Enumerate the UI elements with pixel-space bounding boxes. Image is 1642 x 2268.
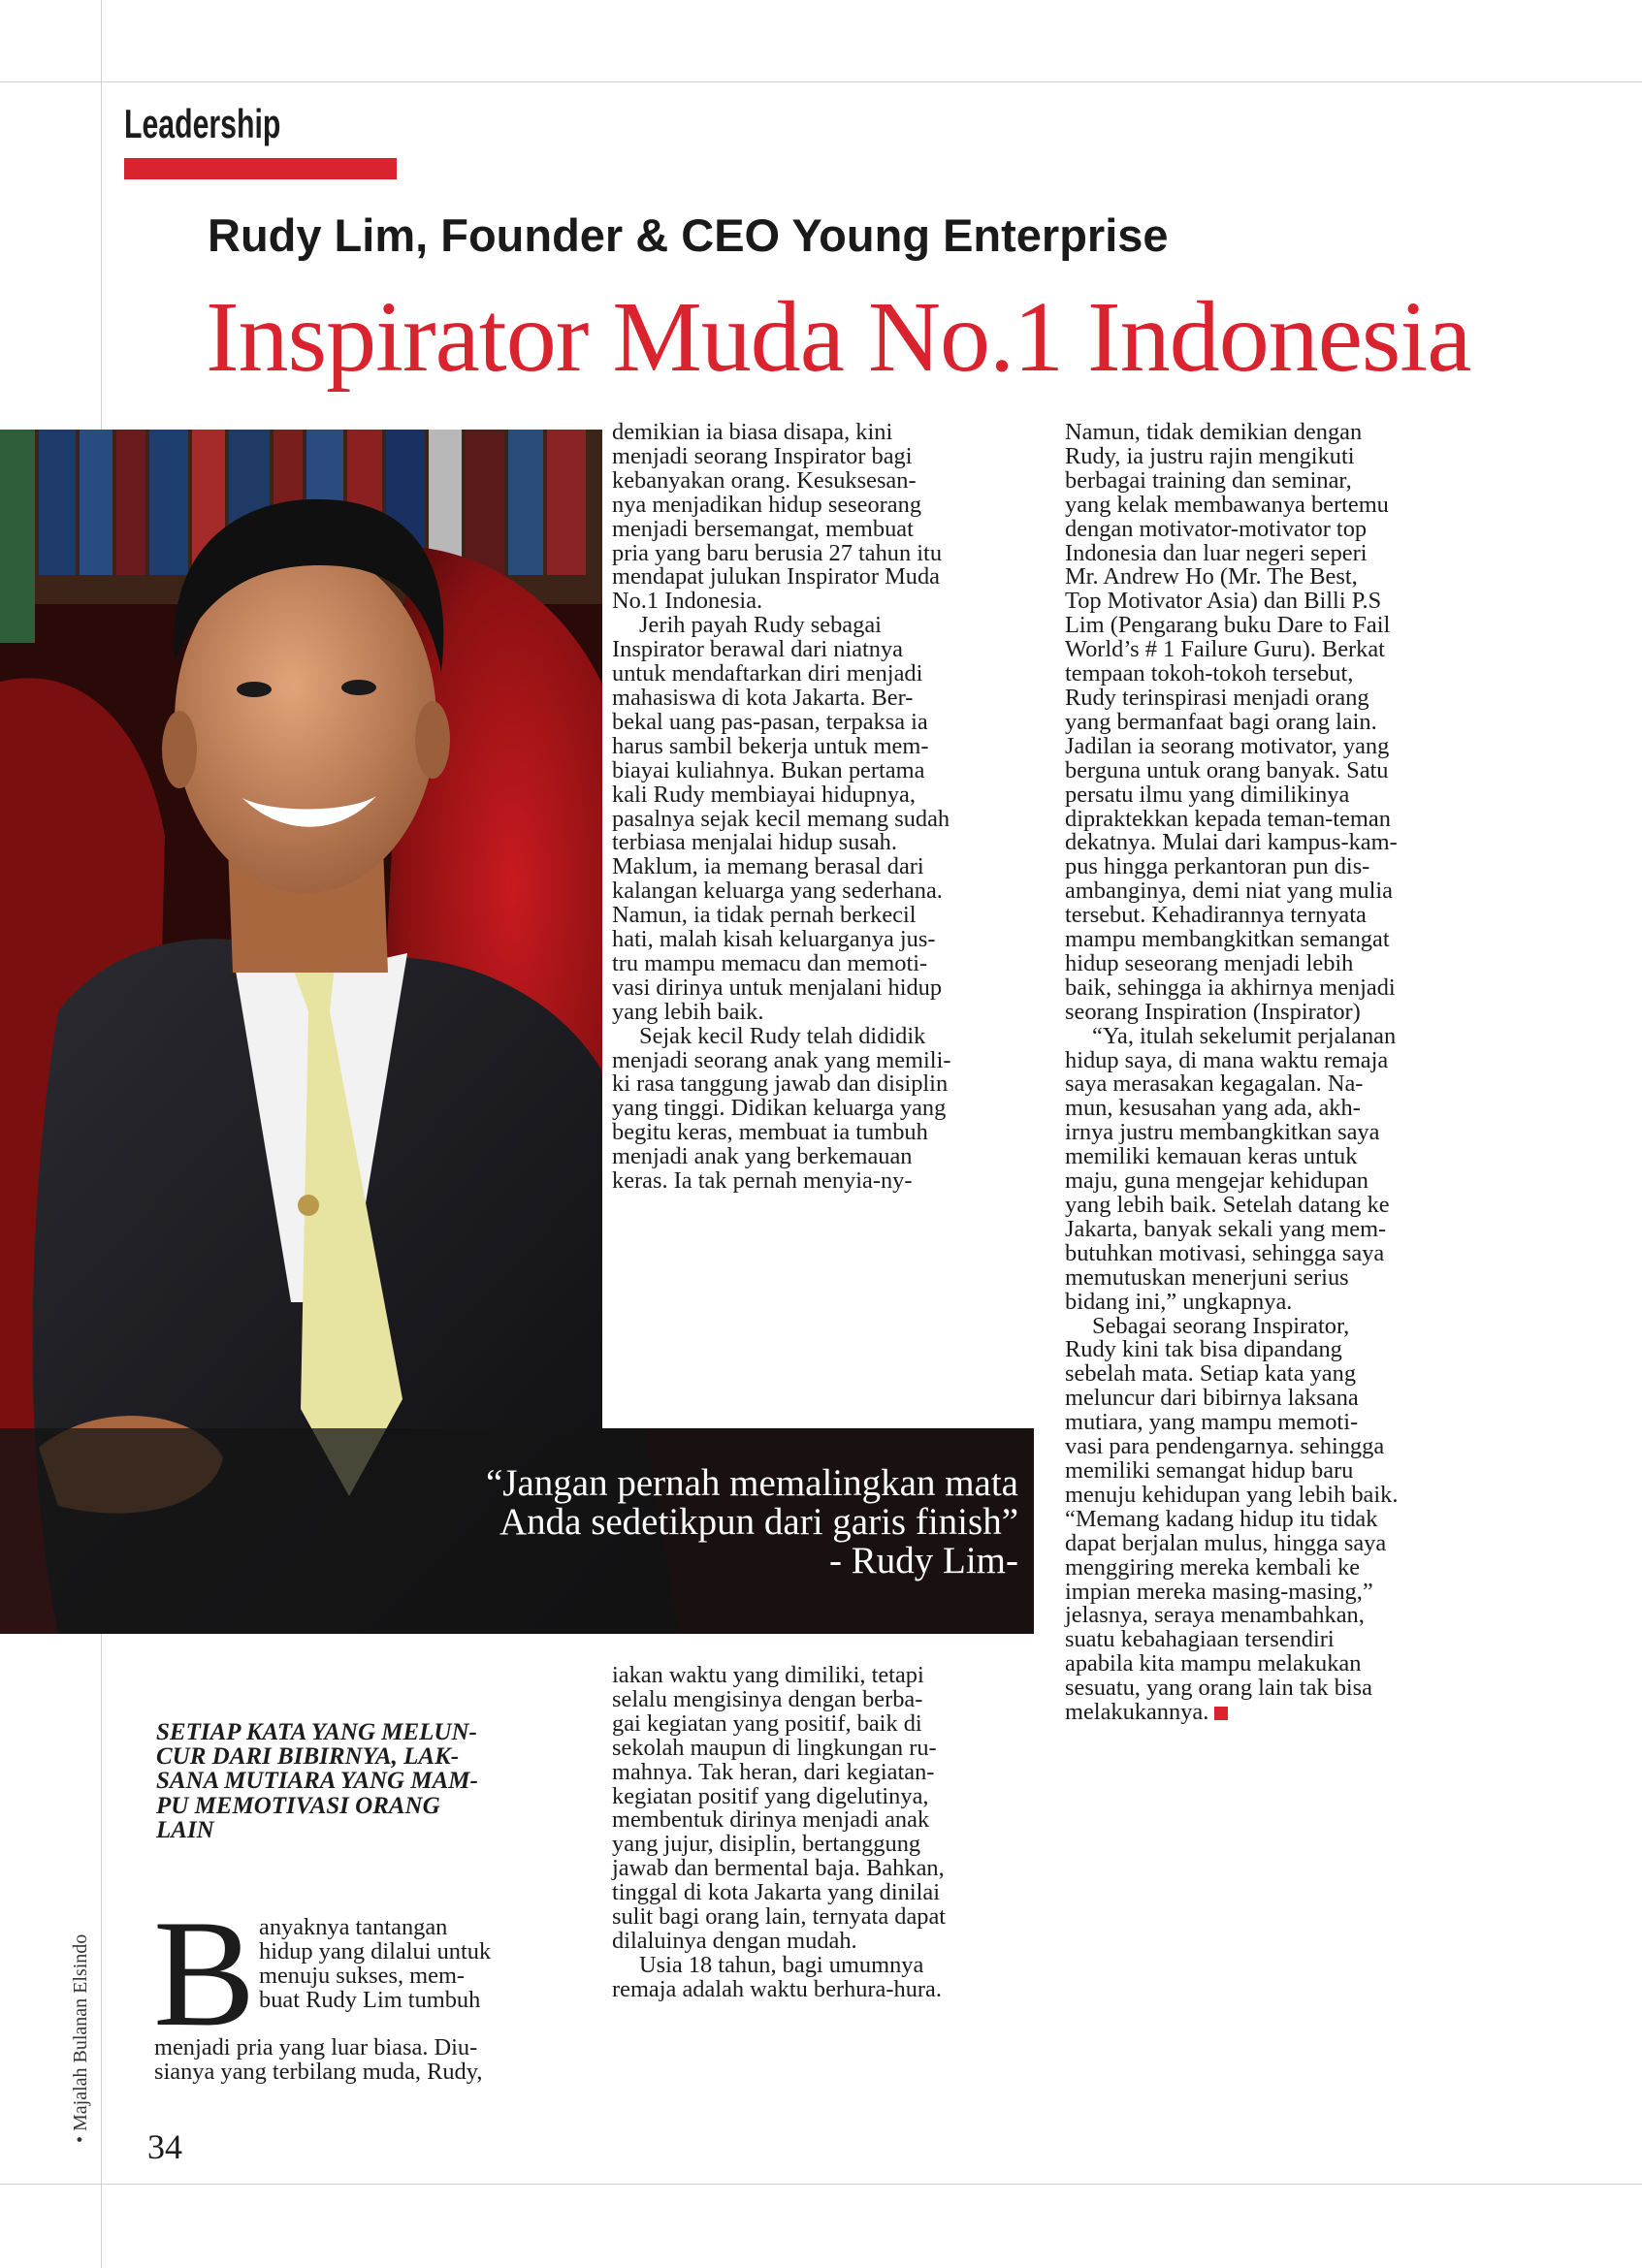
text-line: Mr. Andrew Ho (Mr. The Best,	[1065, 563, 1358, 591]
column-2-bottom	[612, 1664, 946, 2002]
text-line: Usia 18 tahun, bagi umumnya	[639, 1951, 924, 1978]
end-of-article-mark	[1214, 1707, 1228, 1720]
text-line: apabila kita mampu melakukan	[1065, 1650, 1362, 1677]
pull-quote	[156, 1720, 573, 1842]
text-line: maju, guna mengejar kehidupan	[1065, 1167, 1368, 1195]
text-line: Rudy, ia justru rajin mengikuti	[1065, 442, 1355, 469]
text-line: sulit bagi orang lain, ternyata dapat	[612, 1903, 947, 1931]
text-line: dengan motivator-motivator top	[1065, 515, 1368, 542]
text-line: saya merasakan kegagalan. Na-	[1065, 1070, 1364, 1098]
intro-tail-lines	[154, 2036, 482, 2085]
text-line: tinggal di kota Jakarta yang dinilai	[612, 1879, 940, 1906]
text-line: mendapat julukan Inspirator Muda	[612, 563, 940, 591]
intro-dropcap-lines	[259, 1916, 491, 2013]
column-3	[1065, 421, 1398, 1725]
text-line: kali Rudy membiayai hidupnya,	[612, 781, 916, 808]
trim-line-bottom	[0, 2184, 1642, 2185]
text-line: sebelah mata. Setiap kata yang	[1065, 1360, 1357, 1388]
text-line: Sejak kecil Rudy telah dididik	[639, 1022, 926, 1049]
text-line: Sebagai seorang Inspirator,	[1092, 1312, 1350, 1339]
magazine-name-vertical: • Majalah Bulanan Elsindo	[70, 1933, 91, 2143]
text-line: World’s # 1 Failure Guru). Berkat	[1065, 636, 1385, 663]
text-line: irnya justru membangkitkan saya	[1065, 1119, 1380, 1146]
text-line: yang kelak membawanya bertemu	[1065, 491, 1389, 518]
text-line: jelasnya, seraya menambahkan,	[1065, 1602, 1365, 1629]
text-line: terbiasa menjalai hidup susah.	[612, 829, 897, 856]
text-line: impian mereka masing-masing,”	[1065, 1578, 1373, 1605]
text-line: keras. Ia tak pernah menyia-ny-	[612, 1167, 913, 1195]
text-line: berbagai training dan seminar,	[1065, 466, 1352, 494]
pull-quote-line: SANA MUTIARA YANG MAM-	[156, 1768, 478, 1795]
quote-attribution: - Rudy Lim-	[829, 1540, 1018, 1581]
text-line: No.1 Indonesia.	[612, 588, 763, 615]
text-line: Inspirator berawal dari niatnya	[612, 636, 904, 663]
text-line: pria yang baru berusia 27 tahun itu	[612, 539, 943, 566]
text-line: “Ya, itulah sekelumit perjalanan	[1092, 1022, 1397, 1049]
text-line: butuhkan motivasi, sehingga saya	[1065, 1239, 1385, 1266]
text-line: yang jujur, disiplin, bertanggung	[612, 1831, 921, 1858]
text-line: Lim (Pengarang buku Dare to Fail	[1065, 612, 1391, 639]
text-line: Maklum, ia memang berasal dari	[612, 853, 924, 880]
text-line: ki rasa tanggung jawab dan disiplin	[612, 1070, 949, 1098]
page-number: 34	[147, 2127, 182, 2166]
text-line: bekal uang pas-pasan, terpaksa ia	[612, 708, 928, 735]
section-label: Leadership	[124, 101, 281, 146]
text-line: dekatnya. Mulai dari kampus-kam-	[1065, 829, 1398, 856]
text-line: untuk mendaftarkan diri menjadi	[612, 660, 923, 687]
quote-line-2: Anda sedetikpun dari garis finish”	[499, 1501, 1018, 1543]
text-line: menjadi seorang Inspirator bagi	[612, 442, 913, 469]
text-line: jawab dan bermental baja. Bahkan,	[612, 1855, 945, 1882]
quote-line-1: “Jangan pernah memalingkan mata	[485, 1462, 1018, 1504]
text-line: kegiatan positif yang digelutinya,	[612, 1782, 929, 1809]
text-line: mahnya. Tak heran, dari kegiatan-	[612, 1758, 935, 1785]
text-line: anyaknya tantangan	[259, 1914, 448, 1940]
pull-quote-photo	[486, 1464, 1018, 1581]
text-line: yang lebih baik.	[612, 998, 764, 1025]
text-line: bidang ini,” ungkapnya.	[1065, 1288, 1293, 1315]
article-subtitle: Rudy Lim, Founder & CEO Young Enterprise	[208, 209, 1169, 261]
text-line: begitu keras, membuat ia tumbuh	[612, 1119, 928, 1146]
text-line: ambanginya, demi niat yang mulia	[1065, 878, 1393, 905]
text-line: gai kegiatan yang positif, baik di	[612, 1709, 922, 1737]
text-line: memutuskan menerjuni serius	[1065, 1263, 1349, 1291]
text-line: menjadi anak yang berkemauan	[612, 1143, 913, 1170]
text-line: pasalnya sejak kecil memang sudah	[612, 805, 950, 832]
text-line: tersebut. Kehadirannya ternyata	[1065, 902, 1367, 929]
text-line: mutiara, yang mampu memoti-	[1065, 1409, 1359, 1436]
text-line: hati, malah kisah keluarganya jus-	[612, 926, 936, 953]
text-line	[1065, 1701, 1398, 1725]
text-line: demikian ia biasa disapa, kini	[612, 419, 893, 445]
text-line: iakan waktu yang dimiliki, tetapi	[612, 1662, 924, 1688]
text-line: mun, kesusahan yang ada, akh-	[1065, 1095, 1361, 1122]
text-line: menuju kehidupan yang lebih baik.	[1065, 1481, 1399, 1508]
text-line: menjadi seorang anak yang memili-	[612, 1046, 951, 1073]
text-line: menjadi pria yang luar biasa. Diu-	[154, 2034, 478, 2060]
text-line: nya menjadikan hidup seseorang	[612, 491, 922, 518]
text-line: memiliki semangat hidup baru	[1065, 1456, 1354, 1484]
text-line: mahasiswa di kota Jakarta. Ber-	[612, 684, 914, 711]
text-line: Namun, tidak demikian dengan	[1065, 419, 1363, 445]
text-line: yang tinggi. Didikan keluarga yang	[612, 1095, 947, 1122]
text-line: Jerih payah Rudy sebagai	[639, 612, 882, 639]
text-line: buat Rudy Lim tumbuh	[259, 1986, 481, 2013]
text-line: kalangan keluarga yang sederhana.	[612, 878, 943, 905]
text-line: dipraktekkan kepada teman-teman	[1065, 805, 1391, 832]
text-line: dapat berjalan mulus, hingga saya	[1065, 1529, 1387, 1556]
text-line: sesuatu, yang orang lain tak bisa	[1065, 1675, 1372, 1702]
text-line: vasi dirinya untuk menjalani hidup	[612, 974, 943, 1001]
text-line: harus sambil bekerja untuk mem-	[612, 732, 929, 759]
text-line: biayai kuliahnya. Bukan pertama	[612, 756, 925, 783]
text-line: Jakarta, banyak sekali yang mem-	[1065, 1215, 1387, 1242]
text-line: yang bermanfaat bagi orang lain.	[1065, 708, 1377, 735]
text-line: menggiring mereka kembali ke	[1065, 1553, 1361, 1581]
text-line: hidup yang dilalui untuk	[259, 1937, 492, 1965]
pull-quote-line: SETIAP KATA YANG MELUN-	[156, 1719, 477, 1745]
section-accent-bar	[124, 158, 397, 179]
text-line: Rudy terinspirasi menjadi orang	[1065, 684, 1369, 711]
text-line: tru mampu memacu dan memoti-	[612, 949, 928, 976]
text-line: baik, sehingga ia akhirnya menjadi	[1065, 974, 1396, 1001]
final-line-text: melakukannya.	[1065, 1699, 1209, 1726]
text-line: Namun, ia tidak pernah berkecil	[612, 902, 917, 929]
text-line: membentuk dirinya menjadi anak	[612, 1806, 930, 1834]
text-line: yang lebih baik. Setelah datang ke	[1065, 1192, 1390, 1218]
article-title: Inspirator Muda No.1 Indonesia	[206, 281, 1471, 393]
pull-quote-line: LAIN	[156, 1816, 214, 1843]
text-line: memiliki kemauan keras untuk	[1065, 1143, 1358, 1170]
text-line: menjadi bersemangat, membuat	[612, 515, 914, 542]
text-line: “Memang kadang hidup itu tidak	[1065, 1505, 1378, 1532]
text-line: mampu membangkitkan semangat	[1065, 926, 1390, 953]
pull-quote-line: CUR DARI BIBIRNYA, LAK-	[156, 1743, 460, 1771]
text-line: hidup saya, di mana waktu remaja	[1065, 1046, 1389, 1073]
text-line: tempaan tokoh-tokoh tersebut,	[1065, 660, 1354, 687]
text-line: persatu ilmu yang dimilikinya	[1065, 781, 1350, 808]
text-line: Jadilan ia seorang motivator, yang	[1065, 732, 1390, 759]
text-line: selalu mengisinya dengan berba-	[612, 1685, 923, 1712]
text-line: meluncur dari bibirnya laksana	[1065, 1385, 1359, 1412]
text-line: sekolah maupun di lingkungan ru-	[612, 1734, 937, 1761]
pull-quote-line: PU MEMOTIVASI ORANG	[156, 1792, 440, 1819]
text-line: vasi para pendengarnya. sehingga	[1065, 1433, 1385, 1460]
text-line: pus hingga perkantoran pun dis-	[1065, 853, 1370, 880]
trim-line-top	[0, 81, 1642, 82]
text-line: kebanyakan orang. Kesuksesan-	[612, 466, 917, 494]
text-line: berguna untuk orang banyak. Satu	[1065, 756, 1389, 783]
text-line: Rudy kini tak bisa dipandang	[1065, 1336, 1342, 1363]
text-line: hidup seseorang menjadi lebih	[1065, 949, 1354, 976]
text-line: Indonesia dan luar negeri seperi	[1065, 539, 1368, 566]
text-line: remaja adalah waktu berhura-hura.	[612, 1975, 942, 2002]
text-line: menuju sukses, mem-	[259, 1962, 466, 1989]
text-line: seorang Inspiration (Inspirator)	[1065, 998, 1361, 1025]
text-line: Top Motivator Asia) dan Billi P.S	[1065, 588, 1382, 615]
column-2-top	[612, 421, 950, 1194]
text-line: sianya yang terbilang muda, Rudy,	[154, 2058, 483, 2085]
text-line: dilaluinya dengan mudah.	[612, 1927, 857, 1954]
drop-cap: B	[153, 1889, 256, 2059]
text-line: suatu kebahagiaan tersendiri	[1065, 1626, 1335, 1653]
